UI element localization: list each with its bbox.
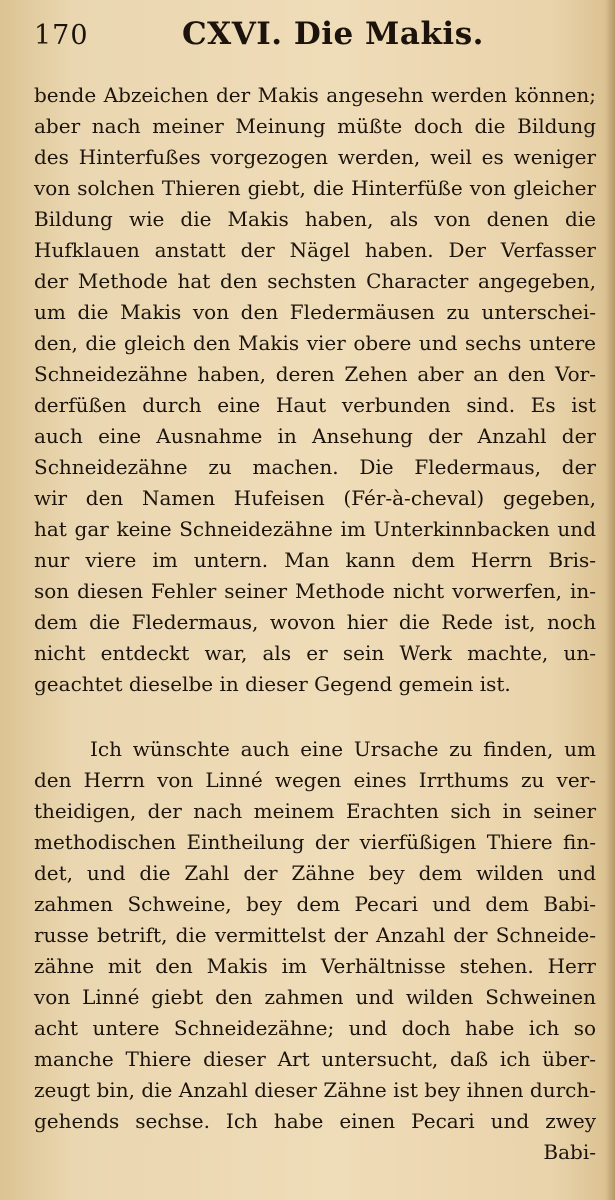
text-line: hat gar keine Schneidezähne im Unterkinnbacken und <box>34 517 596 541</box>
text-line: bende Abzeichen der Makis angesehn werden können; <box>34 83 596 107</box>
text-line: aber nach meiner Meinung müßte doch die Bildung <box>34 114 596 138</box>
text-line: son diesen Fehler seiner Methode nicht vorwerfen, in- <box>34 579 596 603</box>
text-line: von Linné giebt den zahmen und wilden Schweinen <box>34 985 596 1009</box>
chapter-title: CXVI. Die Makis. <box>182 16 484 52</box>
text-line: det, und die Zahl der Zähne bey dem wilden und <box>34 861 596 885</box>
text-line: theidigen, der nach meinem Erachten sich in seiner <box>34 799 596 823</box>
text-line: nur viere im untern. Man kann dem Herrn Bris- <box>34 548 596 572</box>
text-line: Schneidezähne haben, deren Zehen aber an den Vor- <box>34 362 596 386</box>
text-line: russe betrift, die vermittelst der Anzahl der Schneide- <box>34 923 596 947</box>
text-line: Ich wünschte auch eine Ursache zu finden, um <box>90 737 596 761</box>
running-head <box>0 14 615 58</box>
page-number: 170 <box>34 20 89 51</box>
text-line: derfüßen durch eine Haut verbunden sind. Es ist <box>34 393 596 417</box>
text-line: wir den Namen Hufeisen (Fér-à-cheval) gegeben, <box>34 486 596 510</box>
text-line: den Herrn von Linné wegen eines Irrthums zu ver- <box>34 768 596 792</box>
text-line: manche Thiere dieser Art untersucht, daß ich über- <box>34 1047 596 1071</box>
text-line: dem die Fledermaus, wovon hier die Rede ist, noch <box>34 610 596 634</box>
text-line: nicht entdeckt war, als er sein Werk machte, un- <box>34 641 596 665</box>
text-line: Schneidezähne zu machen. Die Fledermaus, der <box>34 455 596 479</box>
text-line: gehends sechse. Ich habe einen Pecari und zwey <box>34 1109 596 1133</box>
text-line: um die Makis von den Fledermäusen zu unterschei- <box>34 300 596 324</box>
text-line: geachtet dieselbe in dieser Gegend gemein ist. <box>34 672 511 696</box>
text-line: acht untere Schneidezähne; und doch habe ich so <box>34 1016 596 1040</box>
paragraph-2 <box>34 734 596 1168</box>
text-line: methodischen Eintheilung der vierfüßigen Thiere fin- <box>34 830 596 854</box>
text-line: den, die gleich den Makis vier obere und sechs untere <box>34 331 596 355</box>
text-line: auch eine Ausnahme in Ansehung der Anzahl der <box>34 424 596 448</box>
text-line: des Hinterfußes vorgezogen werden, weil es weniger <box>34 145 596 169</box>
catchword: Babi- <box>543 1140 596 1164</box>
text-line: Bildung wie die Makis haben, als von denen die <box>34 207 596 231</box>
paragraph-1 <box>34 80 596 700</box>
text-line: der Methode hat den sechsten Character angegeben, <box>34 269 596 293</box>
text-line: zahmen Schweine, bey dem Pecari und dem Babi- <box>34 892 596 916</box>
text-line: zeugt bin, die Anzahl dieser Zähne ist bey ihnen durch- <box>34 1078 596 1102</box>
text-line: von solchen Thieren giebt, die Hinterfüße von gleicher <box>34 176 596 200</box>
text-line: Hufklauen anstatt der Nägel haben. Der Verfasser <box>34 238 596 262</box>
text-line: zähne mit den Makis im Verhältnisse stehen. Herr <box>34 954 596 978</box>
